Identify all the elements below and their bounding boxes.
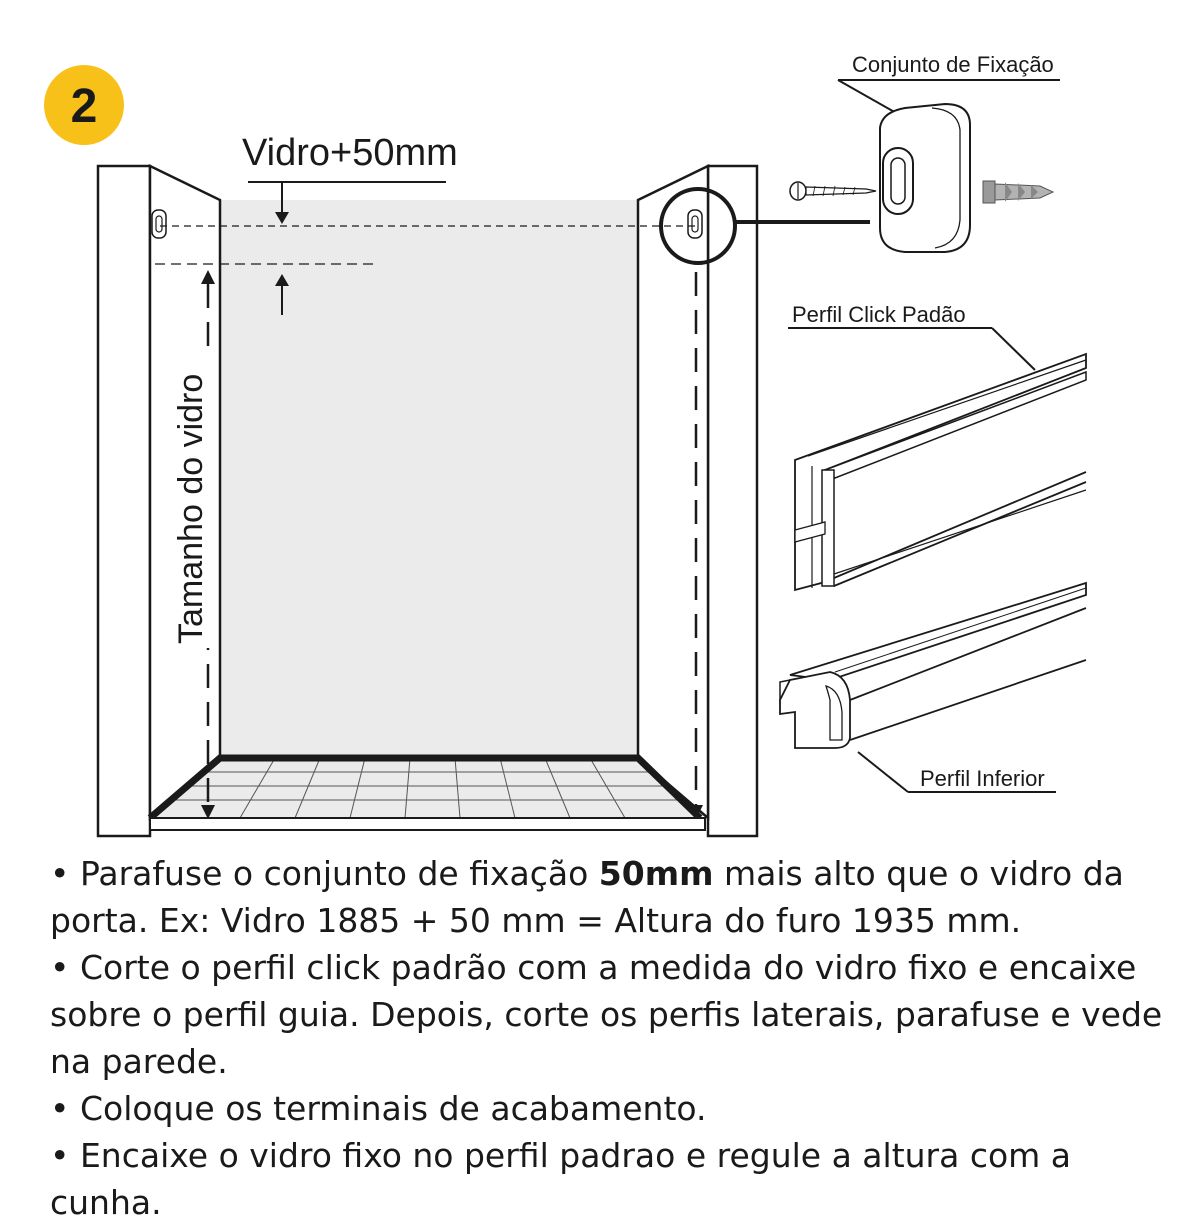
floor-tiles: [150, 758, 705, 830]
right-mount-hole: [688, 210, 702, 238]
instruction-4: [50, 1132, 1170, 1226]
perfil-inferior-leader: [858, 752, 908, 792]
tamanho-label: Tamanho do vidro: [172, 373, 210, 644]
instruction-1-text-b: mais alto que o vidro da porta. Ex: Vidro 1885 + 50 mm = Altura do furo 1935 mm.: [50, 854, 1124, 940]
bullet: •: [50, 854, 70, 893]
instruction-1: [50, 850, 1170, 944]
perfil-click-leader: [992, 328, 1035, 370]
instruction-4-text: Encaixe o vidro fixo no perfil padrao e regule a altura com a cunha.: [50, 1136, 1072, 1222]
instruction-3: [50, 1085, 1170, 1132]
vidro-label: Vidro+50mm: [242, 132, 458, 174]
instruction-2-text: Corte o perfil click padrão com a medida do vidro fixo e encaixe sobre o perfil guia. Depois, corte os perfis laterais, parafuse e vede na parede.: [50, 948, 1163, 1081]
perfil-inferior-label: Perfil Inferior: [920, 766, 1045, 791]
bullet: •: [50, 948, 70, 987]
left-mount-hole: [152, 210, 166, 238]
perfil-click-label: Perfil Click Padão: [792, 302, 966, 327]
right-wall: [638, 166, 757, 836]
instruction-2: [50, 944, 1170, 1085]
instruction-3-text: Coloque os terminais de acabamento.: [69, 1089, 707, 1128]
step-badge: [44, 65, 124, 145]
perfil-inferior-profile: [780, 583, 1086, 748]
fixing-bracket: [880, 104, 970, 252]
screw-icon: [790, 182, 876, 200]
instruction-1-bold: 50mm: [598, 854, 714, 893]
bullet: •: [50, 1089, 70, 1128]
perfil-click-profile: [795, 354, 1086, 590]
wall-plug-icon: [983, 181, 1053, 203]
instruction-1-text-a: Parafuse o conjunto de fixação: [69, 854, 599, 893]
instructions-list: [50, 850, 1170, 1226]
conjunto-label: Conjunto de Fixação: [852, 52, 1054, 77]
bullet: •: [50, 1136, 70, 1175]
step-number: 2: [70, 80, 98, 133]
